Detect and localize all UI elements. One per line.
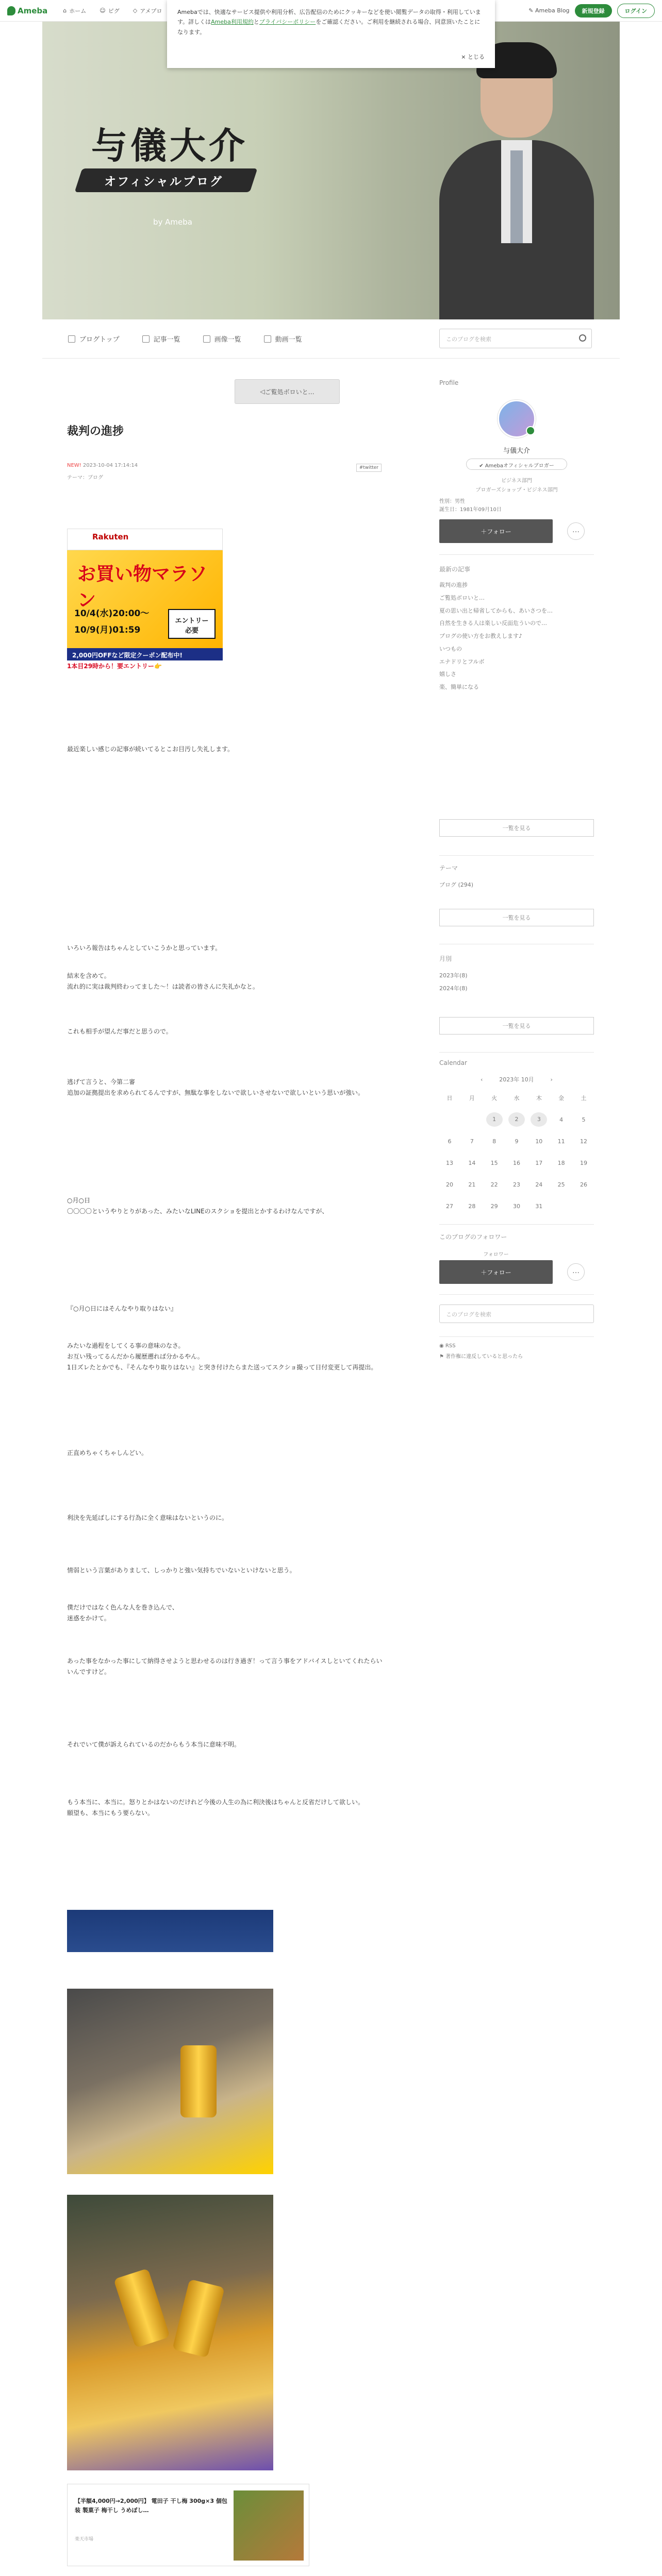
calendar-day[interactable]: 1 xyxy=(486,1112,503,1127)
search-placeholder: このブログを検索 xyxy=(446,336,491,343)
calendar-day: 28 xyxy=(468,1202,476,1210)
subnav-blog-top[interactable] xyxy=(68,334,120,344)
calendar-day: 17 xyxy=(535,1159,543,1166)
cookie-text-b: をご確認ください。ご利用を継続される場合、同意頂いたことになります。 xyxy=(177,19,481,36)
recent-item[interactable]: ブログの使い方をお教えします♪ xyxy=(439,633,523,639)
calendar-day: 15 xyxy=(490,1159,498,1166)
calendar-day: 6 xyxy=(448,1138,452,1145)
marathon-entry-badge: エントリー 必要 xyxy=(168,609,216,639)
recent-item[interactable]: いつもの xyxy=(439,645,462,652)
register-button[interactable]: 新規登録 xyxy=(575,4,612,18)
nav-pigg[interactable]: ☺ ピグ xyxy=(100,7,120,14)
marathon-coupon-bar: 2,000円OFFなど限定クーポン配布中! xyxy=(67,648,223,660)
recent-section xyxy=(439,565,594,579)
privacy-link[interactable]: プライバシーポリシー xyxy=(259,19,316,26)
monthly-heading: 月別 xyxy=(439,955,452,962)
weekday: 火 xyxy=(491,1095,498,1101)
follower-count xyxy=(439,1250,553,1258)
paragraph: これも相手が望んだ事だと思うので。 xyxy=(67,1028,172,1035)
ameba-logo-mark xyxy=(7,6,15,15)
marathon-date-1: 10/4(水)20:00〜 xyxy=(74,608,150,619)
beer-can xyxy=(172,2279,225,2358)
paragraph: 結末を含めて。 流れ的に実は裁判終わってました〜！は読者の皆さんに失礼かなと。 xyxy=(67,972,259,990)
month-item[interactable]: 2023年(8) xyxy=(439,972,468,979)
beer-can xyxy=(180,2045,217,2117)
home-icon xyxy=(68,335,75,343)
calendar xyxy=(439,1072,594,1217)
logo-text: Ameba xyxy=(18,6,48,15)
calendar-nav xyxy=(439,1072,594,1087)
article-theme[interactable]: テーマ：ブログ xyxy=(67,475,103,481)
report-label: 著作権に違反していると思ったら xyxy=(445,1354,523,1360)
nav-home[interactable]: ⌂ ホーム xyxy=(63,7,87,14)
header-search-input[interactable] xyxy=(439,329,592,348)
footer-links xyxy=(439,1341,523,1362)
nav-home-label: ホーム xyxy=(69,7,87,14)
calendar-week xyxy=(439,1130,594,1152)
terms-link[interactable]: Ameba利用規約 xyxy=(211,19,254,26)
marathon-entry-link[interactable]: 1本目29時から！要エントリー👉 xyxy=(67,663,162,670)
product-image xyxy=(234,2490,304,2561)
calendar-day: 19 xyxy=(580,1159,587,1166)
paragraph: 僕だけではなく色んな人を巻き込んで、 迷惑をかけて。 xyxy=(67,1604,178,1622)
subnav-video-list[interactable] xyxy=(264,334,302,344)
marathon-date-2: 10/9(月)01:59 xyxy=(74,625,141,635)
recent-item[interactable]: 嬉しさ xyxy=(439,671,456,678)
month-item[interactable]: 2024年(8) xyxy=(439,985,468,992)
weekday: 日 xyxy=(446,1095,453,1101)
rakuten-logo: Rakuten xyxy=(92,532,129,541)
calendar-day: 7 xyxy=(470,1138,474,1145)
recent-item[interactable]: 夏の思い出と帰省してからも、あいさつを… xyxy=(439,607,553,614)
monthly-more-button[interactable]: 一覧を見る xyxy=(439,1017,594,1035)
portrait-tie xyxy=(510,150,523,243)
calendar-day: 23 xyxy=(512,1181,520,1188)
subnav-label: 記事一覧 xyxy=(153,336,180,344)
article-title: 裁判の進捗 xyxy=(67,425,124,438)
divider xyxy=(439,1224,594,1225)
rss-label: RSS xyxy=(445,1343,456,1349)
header-subtitle: オフィシャルブログ xyxy=(104,175,224,189)
followers-section xyxy=(439,1232,594,1246)
previous-entry-button[interactable]: ◁ ご覧処ボロいと… xyxy=(235,379,340,404)
more-options-icon[interactable]: … xyxy=(567,1263,585,1281)
calendar-day: 10 xyxy=(535,1138,543,1145)
divider xyxy=(439,855,594,856)
recent-heading: 最新の記事 xyxy=(439,566,471,573)
calendar-week xyxy=(439,1195,594,1217)
marathon-title: お買い物マラソン xyxy=(77,564,208,611)
new-badge: NEW! xyxy=(67,463,81,468)
calendar-day: 27 xyxy=(446,1202,453,1210)
beer-cheers-photo[interactable] xyxy=(67,2195,273,2470)
nav-amepro-label: アメプロ xyxy=(140,7,162,14)
product-source: 楽天市場 xyxy=(75,2537,94,2542)
article-date xyxy=(67,463,138,468)
paragraph: あった事をなかった事にして納得させようと思わせるのは行き過ぎ！って言う事をアドバイスしといてくれたらいいんですけど。 xyxy=(67,1657,383,1675)
chevron-right-icon[interactable]: › xyxy=(550,1076,553,1083)
calendar-day: 18 xyxy=(557,1159,565,1166)
subnav-image-list[interactable] xyxy=(203,334,241,344)
calendar-day[interactable]: 3 xyxy=(531,1112,547,1127)
calendar-week xyxy=(439,1152,594,1174)
calendar-day: 11 xyxy=(557,1138,565,1145)
calendar-week xyxy=(439,1174,594,1195)
recent-list xyxy=(439,579,594,694)
calendar-day: 20 xyxy=(446,1181,453,1188)
ameba-logo[interactable] xyxy=(7,6,47,15)
cookie-text-a: Amebaでは、快適なサービス提供や利用分析、広告配信のためにクッキーなどを使い閲覧データの取得・利用しています。詳しくは xyxy=(177,9,481,26)
beer-can xyxy=(113,2268,170,2348)
product-card[interactable] xyxy=(67,2484,309,2566)
profile-gender: 性別：男性 xyxy=(439,499,465,504)
calendar-day: 21 xyxy=(468,1181,476,1188)
product-title: 【半額4,000円→2,000円】 電田子 干し梅 300g×3 個包装 製菓子 梅干し うめぼし… xyxy=(75,2498,227,2514)
theme-section xyxy=(439,863,594,877)
follow-button[interactable]: ＋フォロー xyxy=(439,519,553,543)
rakuten-marathon-banner[interactable] xyxy=(67,529,223,672)
list-icon xyxy=(142,335,150,343)
verified-icon xyxy=(526,426,535,435)
subnav-label: 動画一覧 xyxy=(275,336,302,344)
monthly-section xyxy=(439,954,594,968)
login-button[interactable]: ログイン xyxy=(617,4,655,18)
calendar-day: 9 xyxy=(515,1138,519,1145)
image-icon xyxy=(203,335,210,343)
profile-section xyxy=(439,379,594,392)
global-nav xyxy=(63,7,162,15)
cookie-text-mid: と xyxy=(253,19,259,26)
theme-heading: テーマ xyxy=(439,865,458,872)
beer-and-snack-photo[interactable] xyxy=(67,1989,273,2174)
paragraph: 利決を先延ばしにする行為に全く意味はないというのに。 xyxy=(67,1514,228,1521)
calendar-day[interactable]: 2 xyxy=(508,1112,525,1127)
profile-heading: Profile xyxy=(439,379,459,386)
video-icon xyxy=(264,335,271,343)
theme-more-button[interactable]: 一覧を見る xyxy=(439,909,594,926)
calendar-weekdays xyxy=(439,1087,594,1109)
profile-genre[interactable]: プロガーズショップ・ビジネス部門 xyxy=(475,487,558,493)
recent-more-button[interactable]: 一覧を見る xyxy=(439,819,594,837)
rss-link[interactable]: ◉ RSS xyxy=(439,1343,456,1349)
subnav-label: 画像一覧 xyxy=(214,336,241,344)
paragraph: ○月○日 〇〇〇〇というやりとりがあった、みたいなLINEのスクショを提出とかするわけなんですが、 xyxy=(67,1197,328,1215)
blog-link-label: Ameba Blog xyxy=(535,7,570,14)
more-options-icon[interactable]: … xyxy=(567,522,585,540)
subnav-entry-list[interactable] xyxy=(142,334,180,344)
calendar-day: 24 xyxy=(535,1181,543,1188)
weekday: 水 xyxy=(514,1095,520,1101)
header-title: 与儀大介 xyxy=(91,124,248,167)
calendar-day: 25 xyxy=(557,1181,565,1188)
profile-avatar[interactable] xyxy=(498,400,536,438)
monthly-list xyxy=(439,970,594,995)
calendar-day: 31 xyxy=(535,1202,543,1210)
paragraph: 情弱という言葉がありまして、しっかりと強い気持ちでいないといけないと思う。 xyxy=(67,1567,296,1574)
theme-list xyxy=(439,879,594,892)
followers-label: フォロワー xyxy=(483,1252,509,1258)
paragraph: 逃げて言うと、今第二審 追加の証拠提出を求められてるんですが、無駄な事をしないで欲しいさせないで欲しいという思いが強い。 xyxy=(67,1078,365,1096)
profile-name[interactable]: 与儀大介 xyxy=(503,447,530,455)
calendar-day: 5 xyxy=(582,1116,586,1123)
cookie-notice xyxy=(167,0,495,68)
paragraph: いろいろ報告はちゃんとしていこうかと思っています。 xyxy=(67,944,222,952)
paragraph: それでいて僕が訴えられているのだからもう本当に意味不明。 xyxy=(67,1741,241,1748)
profile-birthday: 誕生日：1981年09月10日 xyxy=(439,507,502,513)
rakuten-header xyxy=(67,529,223,550)
calendar-day: 22 xyxy=(490,1181,498,1188)
blog-link[interactable]: ✎ Ameba Blog xyxy=(528,7,570,14)
recent-item[interactable]: 自然を生きる人は楽しい反面危ういので… xyxy=(439,620,547,627)
nav-pigg-label: ピグ xyxy=(108,7,120,14)
header-by-ameba: by Ameba xyxy=(153,217,192,227)
report-link[interactable]: ⚑ 著作権に違反していると思ったら xyxy=(439,1354,523,1360)
calendar-day: 4 xyxy=(559,1116,564,1123)
divider xyxy=(439,1336,594,1337)
weekday: 土 xyxy=(581,1095,587,1101)
weekday: 金 xyxy=(558,1095,565,1101)
divider xyxy=(439,1294,594,1295)
article-date-text: 2023-10-04 17:14:14 xyxy=(82,463,138,468)
header-portrait xyxy=(439,42,594,319)
chevron-left-icon[interactable]: ‹ xyxy=(481,1076,483,1083)
paragraph: 『○月○日にはそんなやり取りはない』 xyxy=(67,1305,177,1312)
nav-amepro[interactable]: ◇ アメプロ xyxy=(133,7,162,14)
profile-genre[interactable]: ビジネス部門 xyxy=(501,478,532,484)
search-icon[interactable] xyxy=(579,334,586,342)
subnav-label: ブログトップ xyxy=(79,336,120,344)
previous-entry-label: ご覧処ボロいと… xyxy=(264,388,315,396)
official-badge: ✔ Amebaオフィシャルブロガー xyxy=(466,459,567,470)
search-placeholder: このブログを検索 xyxy=(446,1311,491,1318)
follow-button-2[interactable]: ＋フォロー xyxy=(439,1260,553,1284)
share-button[interactable]: #twitter xyxy=(356,464,382,472)
paragraph: 最近楽しい感じの記事が続いてるとこお目汚し失礼します。 xyxy=(67,745,234,753)
sidebar-search-input[interactable] xyxy=(439,1304,594,1323)
calendar-day: 8 xyxy=(492,1138,496,1145)
calendar-week xyxy=(439,1109,594,1130)
calendar-day: 12 xyxy=(580,1138,587,1145)
recent-item[interactable]: 裁判の進捗 xyxy=(439,582,468,588)
recent-item[interactable]: エナドリとフルボ xyxy=(439,658,485,665)
weekday: 月 xyxy=(469,1095,475,1101)
calendar-section xyxy=(439,1059,594,1072)
recent-item[interactable]: ご覧処ボロいと… xyxy=(439,594,485,601)
theme-item[interactable]: ブログ (294) xyxy=(439,882,474,888)
divider xyxy=(439,554,594,555)
calendar-heading: Calendar xyxy=(439,1059,467,1066)
train-seat-photo[interactable] xyxy=(67,1910,273,1952)
paragraph: もう本当に、本当に。怒りとかはないのだけれど今後の人生の為に利決後はちゃんと反省だけして欲しい。 願望も、本当にもう要らない。 xyxy=(67,1799,365,1817)
calendar-title: 2023年 10月 xyxy=(499,1076,534,1083)
weekday: 木 xyxy=(536,1095,542,1101)
calendar-day: 16 xyxy=(512,1159,520,1166)
followers-heading: このブログのフォロワー xyxy=(439,1233,507,1241)
calendar-day: 26 xyxy=(580,1181,587,1188)
divider xyxy=(439,1052,594,1053)
paragraph: みたいな過程をしてくる事の意味のなさ。 お互い残ってるんだから履歴遡れば分かるやん。 1日ズレたとかでも、『そんなやり取りはない』と突き付けたらまた送ってスクショ撮って日付変更して再提出。 xyxy=(67,1342,377,1371)
official-badge-label: Amebaオフィシャルブロガー xyxy=(485,463,554,469)
calendar-day: 13 xyxy=(446,1159,453,1166)
calendar-day: 29 xyxy=(490,1202,498,1210)
paragraph: 正直めちゃくちゃしんどい。 xyxy=(67,1449,148,1456)
calendar-day: 30 xyxy=(512,1202,520,1210)
recent-item[interactable]: 楽、簡単になる xyxy=(439,684,479,690)
cookie-close-button[interactable]: × とじる xyxy=(461,53,485,60)
calendar-day: 14 xyxy=(468,1159,476,1166)
